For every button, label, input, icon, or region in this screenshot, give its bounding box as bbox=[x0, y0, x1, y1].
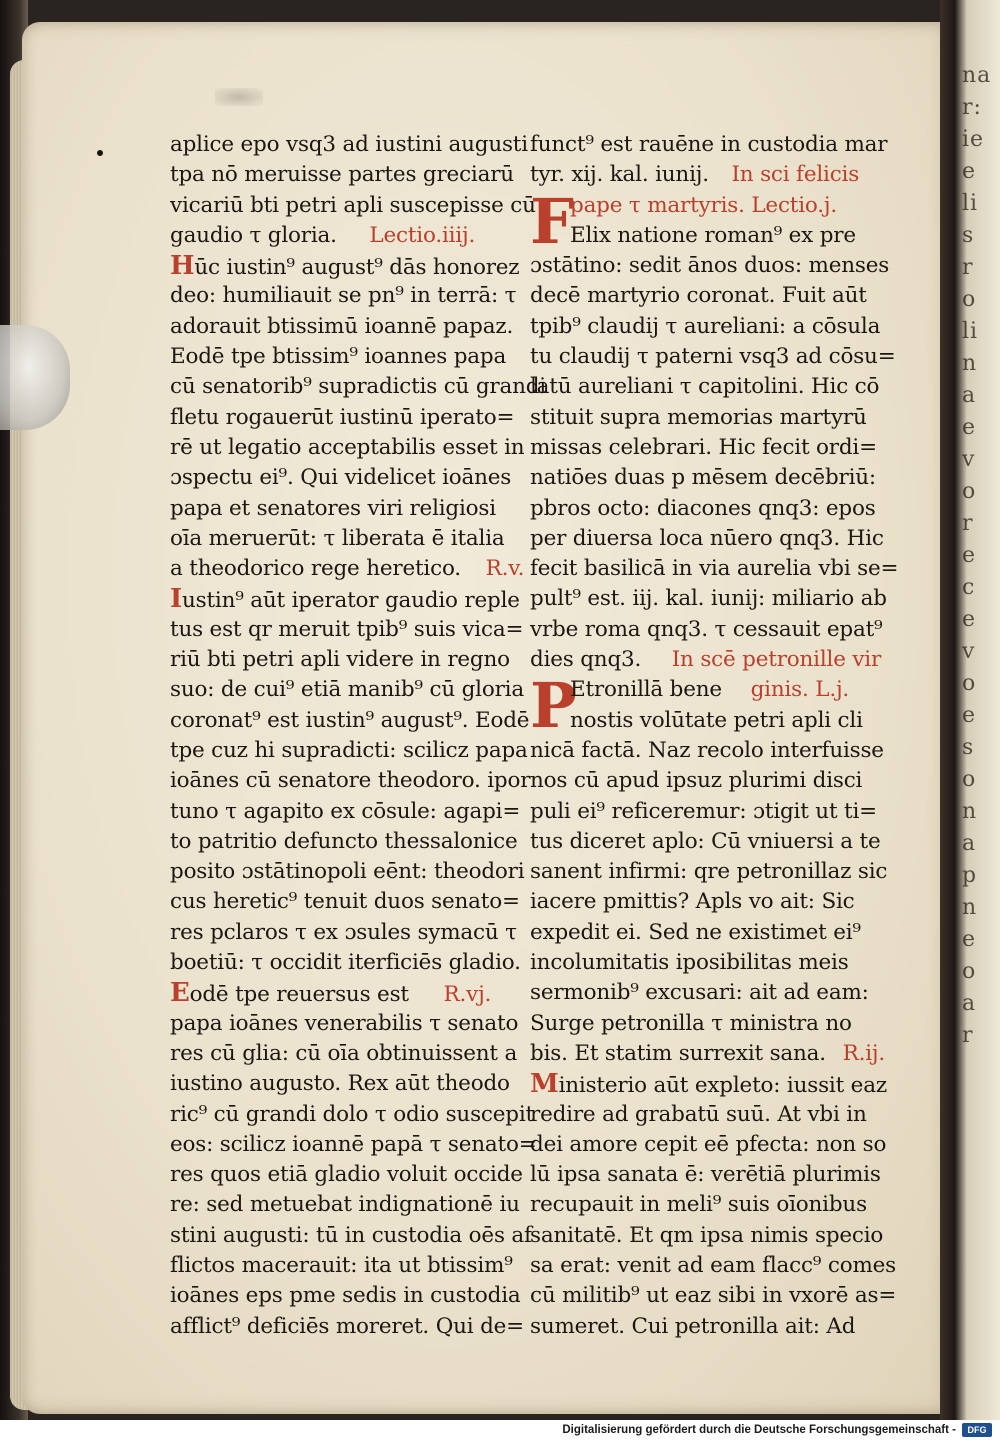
red-initial: E bbox=[170, 978, 190, 1009]
text-line bbox=[530, 675, 875, 705]
text-line: tus diceret aplo: Cū vniuersi a te bbox=[530, 828, 881, 854]
facing-page-line: r bbox=[962, 511, 974, 536]
facing-page-line: ie bbox=[962, 127, 985, 152]
lectio-rubric: Lectio.iiij. bbox=[369, 222, 476, 248]
large-red-initial: P bbox=[530, 669, 577, 743]
text-line bbox=[530, 1039, 885, 1069]
text-line: stini augusti: tū in custodia oēs af bbox=[170, 1222, 532, 1248]
facing-page-line: e bbox=[962, 607, 977, 632]
text-line bbox=[530, 1069, 887, 1100]
facing-page-line: n bbox=[962, 351, 978, 376]
facing-page-line: o bbox=[962, 671, 977, 696]
facing-page-line: n bbox=[962, 799, 978, 824]
text-fragment: ūc iustin⁹ august⁹ dās honorez bbox=[194, 255, 520, 281]
text-line: recupauit in meli⁹ suis oīonibus bbox=[530, 1192, 867, 1218]
text-line: decē martyrio coronat. Fuit aūt bbox=[530, 283, 867, 309]
facing-page-line: v bbox=[962, 447, 976, 472]
facing-page-line: o bbox=[962, 287, 977, 312]
text-line: vicariū bti petri apli suscepisse cū bbox=[170, 192, 536, 218]
text-line bbox=[170, 978, 512, 1008]
text-line: tpib⁹ claudij τ aureliani: a cōsula bbox=[530, 313, 881, 339]
text-line: ioānes cū senatore theodoro. ipor bbox=[170, 768, 531, 794]
text-line bbox=[170, 221, 512, 251]
text-line: sermonib⁹ excusari: ait ad eam: bbox=[530, 980, 869, 1006]
facing-page-line: s bbox=[962, 735, 975, 760]
facing-page-line: p bbox=[962, 863, 978, 888]
text-line: stituit supra memorias martyrū bbox=[530, 404, 867, 430]
facing-page-line: a bbox=[962, 831, 977, 856]
facing-page-line: e bbox=[962, 703, 977, 728]
text-line: tpe cuz hi supradicti: scilicz papa bbox=[170, 737, 528, 763]
text-line: Eodē tpe btissim⁹ ioannes papa bbox=[170, 344, 507, 370]
initial-block bbox=[530, 669, 875, 743]
red-initial: I bbox=[170, 584, 182, 615]
facing-page-line: r bbox=[962, 255, 974, 280]
text-line: cus heretic⁹ tenuit duos senato= bbox=[170, 889, 520, 915]
facing-page-line: o bbox=[962, 479, 977, 504]
text-line: cū senatorib⁹ supradictis cū grandi bbox=[170, 374, 546, 400]
text-line: tpa nō meruisse partes greciarū bbox=[170, 162, 514, 188]
text-line: tus est qr meruit tpib⁹ suis vica= bbox=[170, 616, 524, 642]
text-fragment: ustin⁹ aūt iperator gaudio reple bbox=[181, 588, 520, 614]
text-line: eos: scilicz ioannē papā τ senato= bbox=[170, 1131, 537, 1157]
text-line bbox=[170, 251, 520, 282]
text-line bbox=[170, 584, 520, 615]
responsory-rubric: R.v. bbox=[485, 556, 525, 582]
text-line: natiōes duas p mēsem decēbriū: bbox=[530, 465, 876, 491]
text-line: sanitatē. Et qm ipsa nimis specio bbox=[530, 1222, 884, 1248]
text-line bbox=[170, 554, 525, 584]
text-line: iustino augusto. Rex aūt theodo bbox=[170, 1071, 510, 1097]
lectio-rubric: ginis. L.j. bbox=[750, 677, 850, 703]
facing-page-line: li bbox=[962, 191, 979, 216]
facing-page-line: e bbox=[962, 543, 977, 568]
text-line: adorauit btissimū ioannē papaz. bbox=[170, 313, 514, 339]
facing-page-line: r bbox=[962, 1023, 974, 1048]
feast-rubric: In sci felicis bbox=[731, 162, 860, 188]
text-line: sa erat: venit ad eam flacc⁹ comes bbox=[530, 1252, 896, 1278]
text-line: res pclaros τ ex ɔsules symacū τ bbox=[170, 919, 517, 945]
facing-page-line: r: bbox=[962, 95, 982, 120]
facing-page-line: e bbox=[962, 159, 977, 184]
responsory-rubric: R.vj. bbox=[443, 982, 492, 1008]
text-line: tuno τ agapito ex cōsule: agapi= bbox=[170, 798, 521, 824]
facing-page-line: e bbox=[962, 415, 977, 440]
text-line: pbros octo: diacones qnq3: epos bbox=[530, 495, 876, 521]
text-line: afflict⁹ deficiēs moreret. Qui de= bbox=[170, 1313, 524, 1339]
text-line: incolumitatis iposibilitas meis bbox=[530, 950, 849, 976]
facing-page-line: e bbox=[962, 927, 977, 952]
facing-page-line: s bbox=[962, 223, 975, 248]
text-line: iacere pmittis? Apls vo ait: Sic bbox=[530, 889, 855, 915]
text-line: re: sed metuebat indignationē iu bbox=[170, 1192, 520, 1218]
responsory-rubric: R.ij. bbox=[842, 1040, 885, 1066]
text-line: ɔstātino: sedit ānos duos: menses bbox=[530, 253, 890, 279]
text-line bbox=[530, 160, 875, 190]
text-line: nicā factā. Naz recolo interfuisse bbox=[530, 737, 884, 763]
text-line: suo: de cui⁹ etiā manib⁹ cū gloria bbox=[170, 677, 524, 703]
feast-rubric: pape τ martyris. Lectio.j. bbox=[570, 192, 838, 218]
text-line: pult⁹ est. iij. kal. iunij: miliario ab bbox=[530, 586, 887, 612]
text-line: boetiū: τ occidit iterficiēs gladio. bbox=[170, 950, 521, 976]
text-line: aplice epo vsq3 ad iustini augusti bbox=[170, 132, 528, 157]
footer-bar bbox=[0, 1420, 1000, 1441]
text-line: dei amore cepit eē pfecta: non so bbox=[530, 1131, 887, 1157]
text-fragment: tyr. xij. kal. iunij. bbox=[530, 162, 709, 188]
text-line: cū militib⁹ ut eaz sibi in vxorē as= bbox=[530, 1283, 897, 1309]
text-line: funct⁹ est rauēne in custodia mar bbox=[530, 132, 888, 157]
page-smudge bbox=[215, 88, 263, 106]
facing-page-line: v bbox=[962, 639, 976, 664]
text-line: coronat⁹ est iustin⁹ august⁹. Eodē bbox=[170, 707, 530, 733]
dfg-logo: DFG bbox=[962, 1423, 992, 1437]
text-line: redire ad grabatū suū. At vbi in bbox=[530, 1101, 867, 1127]
text-line: papa ioānes venerabilis τ senato bbox=[170, 1010, 519, 1036]
text-line: res cū glia: cū oīa obtinuissent a bbox=[170, 1040, 518, 1066]
facing-page-line: o bbox=[962, 959, 977, 984]
text-line: tu claudij τ paterni vsq3 ad cōsu= bbox=[530, 344, 896, 370]
funding-credit: Digitalisierung gefördert durch die Deutsche Forschungsgemeinschaft - bbox=[562, 1424, 956, 1436]
text-fragment: bis. Et statim surrexit sana. bbox=[530, 1040, 826, 1066]
text-line: posito ɔstātinopoli eēnt: theodori bbox=[170, 859, 525, 885]
red-initial: M bbox=[530, 1069, 559, 1100]
ink-dot bbox=[97, 150, 103, 156]
text-line: flictos macerauit: ita ut btissim⁹ bbox=[170, 1252, 513, 1278]
text-line: Elix natione roman⁹ ex pre bbox=[570, 222, 856, 248]
right-text-column bbox=[530, 130, 899, 1342]
text-line: sanent infirmi: qre petronillaz sic bbox=[530, 859, 888, 885]
text-line: expedit ei. Sed ne existimet ei⁹ bbox=[530, 919, 861, 945]
text-fragment: inisterio aūt expleto: iussit eaz bbox=[558, 1073, 887, 1099]
text-line: sumeret. Cui petronilla ait: Ad bbox=[530, 1313, 856, 1339]
facing-page-line: na bbox=[962, 63, 992, 88]
feast-rubric: In scē petronille vir bbox=[671, 647, 882, 673]
text-fragment: a theodorico rege heretico. bbox=[170, 556, 461, 582]
text-line: riū bti petri apli videre in regno bbox=[170, 647, 510, 673]
text-line: ɔspectu ei⁹. Qui videlicet ioānes bbox=[170, 465, 512, 491]
text-line: oīa meruerūt: τ liberata ē italia bbox=[170, 525, 505, 551]
facing-page-line: li bbox=[962, 319, 979, 344]
facing-page-line: a bbox=[962, 383, 977, 408]
text-line: Surge petronilla τ ministra no bbox=[530, 1010, 852, 1036]
text-line: per diuersa loca nūero qnq3. Hic bbox=[530, 525, 884, 551]
text-line: papa et senatores viri religiosi bbox=[170, 495, 496, 521]
facing-page-line: c bbox=[962, 575, 976, 600]
text-line: fletu rogauerūt iustinū iperato= bbox=[170, 404, 515, 430]
text-fragment: dies qnq3. bbox=[530, 647, 642, 673]
text-line: fecit basilicā in via aurelia vbi se= bbox=[530, 556, 899, 582]
text-fragment: gaudio τ gloria. bbox=[170, 222, 337, 248]
large-red-initial: F bbox=[530, 184, 574, 258]
facing-page-fragment bbox=[962, 60, 1000, 1060]
text-line: ioānes eps pme sedis in custodia bbox=[170, 1283, 521, 1309]
text-line: vrbe roma qnq3. τ cessauit epat⁹ bbox=[530, 616, 883, 642]
text-line: missas celebrari. Hic fecit ordi= bbox=[530, 434, 877, 460]
text-line: lū ipsa sanata ē: verētiā plurimis bbox=[530, 1162, 881, 1188]
text-line: latū aureliani τ capitolini. Hic cō bbox=[530, 374, 880, 400]
text-fragment: odē tpe reuersus est bbox=[189, 982, 409, 1008]
initial-block bbox=[530, 184, 875, 258]
text-line: deo: humiliauit se pn⁹ in terrā: τ bbox=[170, 283, 517, 309]
text-line: to patritio defuncto thessalonice bbox=[170, 828, 518, 854]
text-line: ric⁹ cū grandi dolo τ odio suscepit bbox=[170, 1101, 534, 1127]
text-line: nos cū apud ipsuz plurimi disci bbox=[530, 768, 863, 794]
text-line: rē ut legatio acceptabilis esset in bbox=[170, 434, 525, 460]
text-fragment: Etronillā bene bbox=[570, 677, 722, 703]
text-line: nostis volūtate petri apli cli bbox=[570, 707, 863, 733]
facing-page-line: o bbox=[962, 767, 977, 792]
text-line bbox=[530, 645, 882, 675]
facing-page-line: n bbox=[962, 895, 978, 920]
facing-page-line: a bbox=[962, 991, 977, 1016]
red-initial: H bbox=[170, 251, 195, 282]
text-line: res quos etiā gladio voluit occide bbox=[170, 1162, 523, 1188]
text-line: puli ei⁹ reficeremur: ɔtigit ut ti= bbox=[530, 798, 877, 824]
left-text-column bbox=[170, 130, 546, 1342]
